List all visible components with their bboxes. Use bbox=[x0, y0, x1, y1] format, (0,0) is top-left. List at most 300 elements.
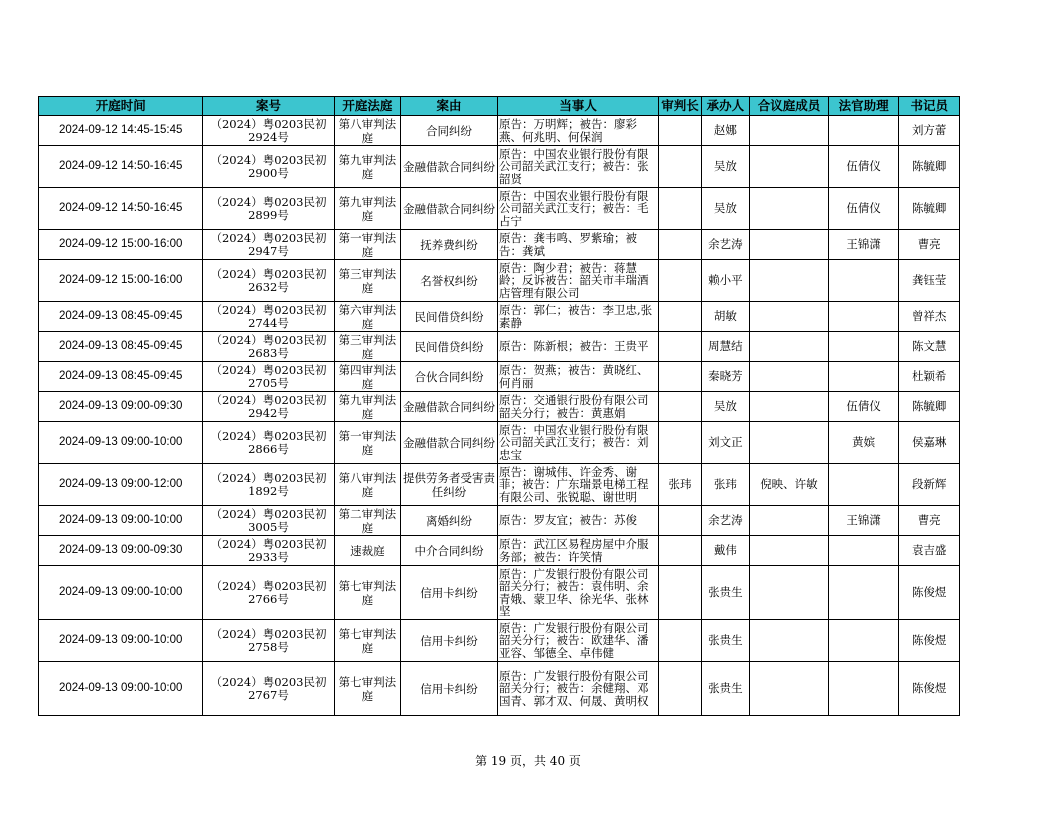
cell-court-text: 第二审判法庭 bbox=[338, 506, 397, 535]
cell-parties bbox=[497, 422, 658, 464]
header-parties: 当事人 bbox=[497, 97, 658, 116]
cell-time bbox=[39, 662, 203, 716]
cell-clerk-text: 段新辉 bbox=[911, 478, 947, 491]
table-row bbox=[39, 620, 960, 662]
cell-cause-text: 合伙合同纠纷 bbox=[414, 369, 484, 384]
cell-assistant bbox=[828, 146, 899, 188]
cell-court-text: 第三审判法庭 bbox=[338, 266, 397, 295]
cell-cause bbox=[401, 332, 498, 362]
cell-case-text: （2024）粤0203民初2758号 bbox=[210, 628, 327, 653]
cell-clerk bbox=[899, 392, 960, 422]
cell-court bbox=[334, 422, 401, 464]
cell-court-text: 第一审判法庭 bbox=[338, 230, 397, 259]
cell-presiding bbox=[659, 116, 701, 146]
cell-case-text: （2024）粤0203民初2900号 bbox=[210, 154, 327, 179]
cell-time bbox=[39, 422, 203, 464]
cell-time-text: 2024-09-13 09:00-09:30 bbox=[59, 544, 183, 557]
cell-parties-text: 原告：广发银行股份有限公司韶关分行；被告：袁伟明、余青娥、蒙卫华、徐光华、张林坚 bbox=[498, 567, 649, 618]
cell-court bbox=[334, 506, 401, 536]
cell-clerk bbox=[899, 188, 960, 230]
table-row bbox=[39, 506, 960, 536]
cell-assistant bbox=[828, 422, 899, 464]
cell-handler-text: 张贵生 bbox=[708, 586, 743, 599]
cell-panel bbox=[750, 422, 829, 464]
cell-case bbox=[203, 620, 334, 662]
header-clerk: 书记员 bbox=[899, 97, 960, 116]
cell-clerk bbox=[899, 302, 960, 332]
table-body bbox=[39, 116, 960, 716]
cell-handler-text: 张贵生 bbox=[708, 682, 743, 695]
cell-presiding bbox=[659, 188, 701, 230]
cell-assistant bbox=[828, 188, 899, 230]
cell-presiding bbox=[659, 464, 701, 506]
cell-parties-text: 原告：广发银行股份有限公司韶关分行；被告：余健翔、邓国青、郭才双、何晟、黄明权 bbox=[498, 669, 649, 708]
cell-cause-text: 名誉权纠纷 bbox=[420, 273, 478, 288]
cell-presiding bbox=[659, 302, 701, 332]
cell-assistant-text: 伍倩仪 bbox=[846, 160, 881, 173]
cell-assistant bbox=[828, 506, 899, 536]
cell-case bbox=[203, 260, 334, 302]
cell-parties bbox=[497, 392, 658, 422]
cell-parties-text: 原告：万明辉；被告：廖彩燕、何兆明、何保润 bbox=[498, 118, 637, 143]
cell-handler bbox=[701, 302, 749, 332]
cell-assistant bbox=[828, 116, 899, 146]
header-time: 开庭时间 bbox=[39, 97, 203, 116]
cell-clerk bbox=[899, 536, 960, 566]
cell-court bbox=[334, 302, 401, 332]
cell-case-text: （2024）粤0203民初2683号 bbox=[210, 334, 327, 359]
cell-handler-text: 戴伟 bbox=[713, 544, 737, 557]
cell-panel bbox=[750, 230, 829, 260]
cell-assistant bbox=[828, 332, 899, 362]
cell-presiding-text: 张玮 bbox=[668, 478, 692, 491]
cell-clerk-text: 陈毓卿 bbox=[911, 400, 947, 413]
cell-case bbox=[203, 146, 334, 188]
cell-case bbox=[203, 302, 334, 332]
cell-cause-text: 民间借贷纠纷 bbox=[414, 309, 484, 324]
cell-clerk bbox=[899, 146, 960, 188]
cell-clerk bbox=[899, 116, 960, 146]
cell-clerk bbox=[899, 362, 960, 392]
cell-parties-text: 原告：郭仁；被告：李卫忠,张素静 bbox=[498, 304, 653, 329]
cell-time-text: 2024-09-12 15:00-16:00 bbox=[59, 238, 183, 251]
cell-court bbox=[334, 230, 401, 260]
cell-case-text: （2024）粤0203民初2942号 bbox=[210, 394, 327, 419]
cell-cause-text: 抚养费纠纷 bbox=[420, 237, 478, 252]
cell-assistant bbox=[828, 392, 899, 422]
cell-case bbox=[203, 422, 334, 464]
cell-parties-text: 原告：广发银行股份有限公司韶关分行；被告：欧建华、潘亚容、邹德全、卓伟健 bbox=[498, 621, 649, 660]
table-row bbox=[39, 302, 960, 332]
cell-case bbox=[203, 392, 334, 422]
cell-case-text: （2024）粤0203民初2632号 bbox=[210, 268, 327, 293]
table-row bbox=[39, 566, 960, 620]
cell-cause-text: 民间借贷纠纷 bbox=[414, 339, 484, 354]
cell-assistant bbox=[828, 302, 899, 332]
cell-assistant bbox=[828, 362, 899, 392]
cell-panel bbox=[750, 302, 829, 332]
cell-assistant bbox=[828, 260, 899, 302]
cell-parties-text: 原告：陶少君；被告：蒋慧龄；反诉被告：韶关市丰瑞酒店管理有限公司 bbox=[498, 261, 649, 300]
cell-assistant-text: 黄嫔 bbox=[852, 436, 876, 449]
cell-cause bbox=[401, 566, 498, 620]
cell-presiding bbox=[659, 536, 701, 566]
cell-cause bbox=[401, 422, 498, 464]
cell-cause bbox=[401, 536, 498, 566]
cell-court bbox=[334, 536, 401, 566]
cell-clerk-text: 陈俊煜 bbox=[911, 586, 947, 599]
cell-case-text: （2024）粤0203民初2899号 bbox=[210, 196, 327, 221]
cell-assistant-text: 王锦潇 bbox=[846, 238, 881, 251]
cell-cause bbox=[401, 464, 498, 506]
cell-case bbox=[203, 566, 334, 620]
cell-time bbox=[39, 566, 203, 620]
cell-parties-text: 原告：武江区易程房屋中介服务部；被告：许笑情 bbox=[498, 538, 649, 563]
cell-cause bbox=[401, 362, 498, 392]
cell-clerk bbox=[899, 260, 960, 302]
cell-court bbox=[334, 116, 401, 146]
cell-time-text: 2024-09-12 15:00-16:00 bbox=[59, 274, 183, 287]
cell-cause-text: 信用卡纠纷 bbox=[420, 633, 478, 648]
cell-handler-text: 张玮 bbox=[713, 478, 737, 491]
cell-parties bbox=[497, 566, 658, 620]
table-row bbox=[39, 392, 960, 422]
cell-panel-text: 倪映、许敏 bbox=[760, 478, 818, 491]
cell-case-text: （2024）粤0203民初3005号 bbox=[210, 508, 327, 533]
header-handler: 承办人 bbox=[701, 97, 749, 116]
cell-parties-text: 原告：中国农业银行股份有限公司韶关武江支行；被告：刘忠宝 bbox=[498, 423, 649, 462]
cell-cause bbox=[401, 662, 498, 716]
cell-parties bbox=[497, 506, 658, 536]
cell-handler bbox=[701, 332, 749, 362]
cell-handler bbox=[701, 146, 749, 188]
cell-cause-text: 合同纠纷 bbox=[426, 123, 473, 138]
cell-parties bbox=[497, 464, 658, 506]
cell-handler bbox=[701, 116, 749, 146]
cell-handler-text: 吴放 bbox=[713, 400, 737, 413]
table-row bbox=[39, 230, 960, 260]
cell-time bbox=[39, 392, 203, 422]
cell-time-text: 2024-09-13 09:00-10:00 bbox=[59, 436, 183, 449]
cell-court bbox=[334, 620, 401, 662]
cell-clerk bbox=[899, 422, 960, 464]
cell-cause-text: 信用卡纠纷 bbox=[420, 681, 478, 696]
cell-time-text: 2024-09-13 09:00-10:00 bbox=[59, 586, 183, 599]
cell-time-text: 2024-09-13 09:00-12:00 bbox=[59, 478, 183, 491]
cell-time-text: 2024-09-13 08:45-09:45 bbox=[59, 340, 183, 353]
cell-cause-text: 金融借款合同纠纷 bbox=[403, 435, 496, 450]
cell-cause bbox=[401, 116, 498, 146]
cell-case-text: （2024）粤0203民初2924号 bbox=[210, 118, 327, 143]
cell-clerk-text: 龚钰莹 bbox=[911, 274, 947, 287]
cell-assistant-text: 王锦潇 bbox=[846, 514, 881, 527]
cell-handler bbox=[701, 620, 749, 662]
cell-parties bbox=[497, 536, 658, 566]
cell-cause-text: 提供劳务者受害责任纠纷 bbox=[403, 470, 496, 499]
cell-cause-text: 金融借款合同纠纷 bbox=[403, 159, 496, 174]
cell-assistant bbox=[828, 464, 899, 506]
cell-case-text: （2024）粤0203民初2933号 bbox=[210, 538, 327, 563]
table-row bbox=[39, 116, 960, 146]
cell-clerk bbox=[899, 332, 960, 362]
cell-presiding bbox=[659, 566, 701, 620]
cell-panel bbox=[750, 146, 829, 188]
cell-court bbox=[334, 464, 401, 506]
cell-parties bbox=[497, 260, 658, 302]
table-row bbox=[39, 188, 960, 230]
cell-clerk-text: 陈毓卿 bbox=[911, 202, 947, 215]
cell-court bbox=[334, 188, 401, 230]
cell-court-text: 第一审判法庭 bbox=[338, 428, 397, 457]
cell-panel bbox=[750, 332, 829, 362]
cell-time-text: 2024-09-12 14:50-16:45 bbox=[59, 160, 183, 173]
cell-assistant bbox=[828, 566, 899, 620]
cell-clerk-text: 陈俊煜 bbox=[911, 682, 947, 695]
cell-court-text: 第三审判法庭 bbox=[338, 332, 397, 361]
cell-panel bbox=[750, 536, 829, 566]
cell-parties bbox=[497, 620, 658, 662]
cell-presiding bbox=[659, 662, 701, 716]
cell-presiding bbox=[659, 392, 701, 422]
cell-parties bbox=[497, 332, 658, 362]
cell-time bbox=[39, 620, 203, 662]
cell-panel bbox=[750, 662, 829, 716]
cell-clerk-text: 陈俊煜 bbox=[911, 634, 947, 647]
cell-case bbox=[203, 662, 334, 716]
cell-handler bbox=[701, 506, 749, 536]
cell-panel bbox=[750, 116, 829, 146]
cell-time bbox=[39, 362, 203, 392]
cell-handler-text: 赵娜 bbox=[713, 124, 737, 137]
cell-case-text: （2024）粤0203民初2766号 bbox=[210, 580, 327, 605]
cell-cause bbox=[401, 230, 498, 260]
cell-case bbox=[203, 506, 334, 536]
cell-cause-text: 金融借款合同纠纷 bbox=[403, 201, 496, 216]
cell-time bbox=[39, 230, 203, 260]
cell-clerk-text: 曹亮 bbox=[917, 238, 941, 251]
header-assistant: 法官助理 bbox=[828, 97, 899, 116]
cell-time bbox=[39, 302, 203, 332]
cell-court-text: 第七审判法庭 bbox=[338, 626, 397, 655]
cell-time-text: 2024-09-13 09:00-10:00 bbox=[59, 514, 183, 527]
cell-case bbox=[203, 464, 334, 506]
cell-case bbox=[203, 362, 334, 392]
cell-presiding bbox=[659, 230, 701, 260]
cell-handler bbox=[701, 188, 749, 230]
cell-time-text: 2024-09-13 09:00-10:00 bbox=[59, 682, 183, 695]
cell-case-text: （2024）粤0203民初2767号 bbox=[210, 676, 327, 701]
cell-parties bbox=[497, 116, 658, 146]
cell-time-text: 2024-09-13 08:45-09:45 bbox=[59, 310, 183, 323]
cell-court bbox=[334, 362, 401, 392]
table-row bbox=[39, 464, 960, 506]
cell-clerk-text: 刘方蕾 bbox=[911, 124, 947, 137]
cell-cause bbox=[401, 620, 498, 662]
cell-cause-text: 信用卡纠纷 bbox=[420, 585, 478, 600]
cell-court-text: 第八审判法庭 bbox=[338, 116, 397, 145]
cell-clerk-text: 曾祥杰 bbox=[911, 310, 947, 323]
cell-case-text: （2024）粤0203民初1892号 bbox=[210, 472, 327, 497]
header-presiding: 审判长 bbox=[659, 97, 701, 116]
table-row bbox=[39, 422, 960, 464]
cell-handler-text: 胡敏 bbox=[713, 310, 737, 323]
cell-parties bbox=[497, 146, 658, 188]
cell-cause bbox=[401, 188, 498, 230]
cell-clerk bbox=[899, 506, 960, 536]
table-row bbox=[39, 146, 960, 188]
cell-case bbox=[203, 536, 334, 566]
cell-clerk-text: 袁吉盛 bbox=[911, 544, 947, 557]
table-row bbox=[39, 662, 960, 716]
cell-case bbox=[203, 116, 334, 146]
cell-cause bbox=[401, 146, 498, 188]
table-row bbox=[39, 362, 960, 392]
cell-parties bbox=[497, 230, 658, 260]
cell-presiding bbox=[659, 332, 701, 362]
cell-presiding bbox=[659, 362, 701, 392]
cell-clerk-text: 陈毓卿 bbox=[911, 160, 947, 173]
cell-cause-text: 离婚纠纷 bbox=[426, 513, 473, 528]
cell-handler-text: 吴放 bbox=[713, 202, 737, 215]
cell-court-text: 第四审判法庭 bbox=[338, 362, 397, 391]
cell-parties bbox=[497, 302, 658, 332]
cell-court bbox=[334, 146, 401, 188]
cell-court-text: 第八审判法庭 bbox=[338, 470, 397, 499]
header-row bbox=[39, 97, 960, 116]
cell-parties bbox=[497, 362, 658, 392]
cell-clerk bbox=[899, 464, 960, 506]
cell-parties-text: 原告：贺燕；被告：黄晓红、何肖丽 bbox=[498, 364, 649, 389]
cell-parties-text: 原告：谢城伟、许金秀、谢菲；被告：广东瑞景电梯工程有限公司、张锐聪、谢世明 bbox=[498, 465, 649, 504]
cell-case bbox=[203, 188, 334, 230]
cell-handler-text: 余艺涛 bbox=[708, 514, 743, 527]
cell-court-text: 第六审判法庭 bbox=[338, 302, 397, 331]
cell-time bbox=[39, 188, 203, 230]
cell-panel bbox=[750, 260, 829, 302]
cell-cause-text: 中介合同纠纷 bbox=[414, 543, 484, 558]
cell-handler-text: 余艺涛 bbox=[708, 238, 743, 251]
cell-assistant bbox=[828, 662, 899, 716]
cell-court-text: 第九审判法庭 bbox=[338, 392, 397, 421]
header-cause: 案由 bbox=[401, 97, 498, 116]
cell-handler-text: 张贵生 bbox=[708, 634, 743, 647]
cell-clerk-text: 杜颖希 bbox=[911, 370, 947, 383]
cell-time-text: 2024-09-13 09:00-10:00 bbox=[59, 634, 183, 647]
cell-panel bbox=[750, 620, 829, 662]
cell-presiding bbox=[659, 146, 701, 188]
cell-handler bbox=[701, 362, 749, 392]
cell-case bbox=[203, 230, 334, 260]
cell-court-text: 第七审判法庭 bbox=[338, 578, 397, 607]
table-row bbox=[39, 260, 960, 302]
cell-case-text: （2024）粤0203民初2947号 bbox=[210, 232, 327, 257]
header-case: 案号 bbox=[203, 97, 334, 116]
cell-handler-text: 吴放 bbox=[713, 160, 737, 173]
cell-cause bbox=[401, 302, 498, 332]
cell-handler bbox=[701, 260, 749, 302]
cell-court bbox=[334, 332, 401, 362]
page-footer: 第 19 页，共 40 页 bbox=[475, 754, 581, 768]
cell-assistant bbox=[828, 620, 899, 662]
cell-time bbox=[39, 260, 203, 302]
cell-presiding bbox=[659, 260, 701, 302]
cell-clerk-text: 侯嘉琳 bbox=[911, 436, 947, 449]
cell-handler bbox=[701, 464, 749, 506]
cell-handler bbox=[701, 536, 749, 566]
cell-time bbox=[39, 536, 203, 566]
cell-presiding bbox=[659, 620, 701, 662]
cell-court-text: 速裁庭 bbox=[350, 543, 385, 558]
cell-clerk bbox=[899, 662, 960, 716]
cell-parties bbox=[497, 662, 658, 716]
cell-court bbox=[334, 566, 401, 620]
cell-assistant bbox=[828, 230, 899, 260]
cell-clerk bbox=[899, 620, 960, 662]
cell-handler-text: 刘文正 bbox=[708, 436, 743, 449]
cell-case-text: （2024）粤0203民初2705号 bbox=[210, 364, 327, 389]
cell-handler bbox=[701, 566, 749, 620]
cell-time-text: 2024-09-13 09:00-09:30 bbox=[59, 400, 183, 413]
cell-cause bbox=[401, 392, 498, 422]
cell-parties-text: 原告：陈新根；被告：王贵平 bbox=[498, 340, 649, 353]
cell-panel bbox=[750, 392, 829, 422]
cell-clerk bbox=[899, 566, 960, 620]
cell-panel bbox=[750, 362, 829, 392]
cell-time bbox=[39, 116, 203, 146]
cell-assistant bbox=[828, 536, 899, 566]
cell-handler bbox=[701, 230, 749, 260]
cell-handler bbox=[701, 392, 749, 422]
cell-clerk-text: 陈文慧 bbox=[911, 340, 947, 353]
cell-handler-text: 赖小平 bbox=[708, 274, 743, 287]
cell-time-text: 2024-09-13 08:45-09:45 bbox=[59, 370, 183, 383]
cell-clerk-text: 曹亮 bbox=[917, 514, 941, 527]
cell-handler-text: 周慧结 bbox=[708, 340, 743, 353]
cell-court bbox=[334, 662, 401, 716]
cell-cause bbox=[401, 506, 498, 536]
cell-handler bbox=[701, 662, 749, 716]
cell-handler bbox=[701, 422, 749, 464]
cell-panel bbox=[750, 566, 829, 620]
header-court: 开庭法庭 bbox=[334, 97, 401, 116]
cell-parties-text: 原告：龚韦鸣、罗紫瑜；被告：龚斌 bbox=[498, 232, 637, 257]
cell-parties-text: 原告：中国农业银行股份有限公司韶关武江支行；被告：毛占宁 bbox=[498, 189, 649, 228]
cell-parties-text: 原告：中国农业银行股份有限公司韶关武江支行；被告：张韶贤 bbox=[498, 147, 649, 186]
cell-time-text: 2024-09-12 14:50-16:45 bbox=[59, 202, 183, 215]
cell-parties-text: 原告：罗友宜；被告：苏俊 bbox=[498, 514, 637, 527]
cell-court-text: 第九审判法庭 bbox=[338, 152, 397, 181]
cell-panel bbox=[750, 506, 829, 536]
cell-time bbox=[39, 146, 203, 188]
cell-clerk bbox=[899, 230, 960, 260]
hearing-schedule-table bbox=[38, 96, 960, 716]
cell-court bbox=[334, 392, 401, 422]
cell-parties-text: 原告：交通银行股份有限公司韶关分行；被告：黄惠娟 bbox=[498, 394, 649, 419]
table-row bbox=[39, 332, 960, 362]
cell-court-text: 第九审判法庭 bbox=[338, 194, 397, 223]
cell-cause bbox=[401, 260, 498, 302]
cell-panel bbox=[750, 188, 829, 230]
cell-time-text: 2024-09-12 14:45-15:45 bbox=[59, 124, 183, 137]
cell-time bbox=[39, 332, 203, 362]
cell-case-text: （2024）粤0203民初2866号 bbox=[210, 430, 327, 455]
cell-presiding bbox=[659, 422, 701, 464]
table-row bbox=[39, 536, 960, 566]
cell-handler-text: 秦晓芳 bbox=[708, 370, 743, 383]
cell-parties bbox=[497, 188, 658, 230]
cell-case-text: （2024）粤0203民初2744号 bbox=[210, 304, 327, 329]
cell-time bbox=[39, 464, 203, 506]
